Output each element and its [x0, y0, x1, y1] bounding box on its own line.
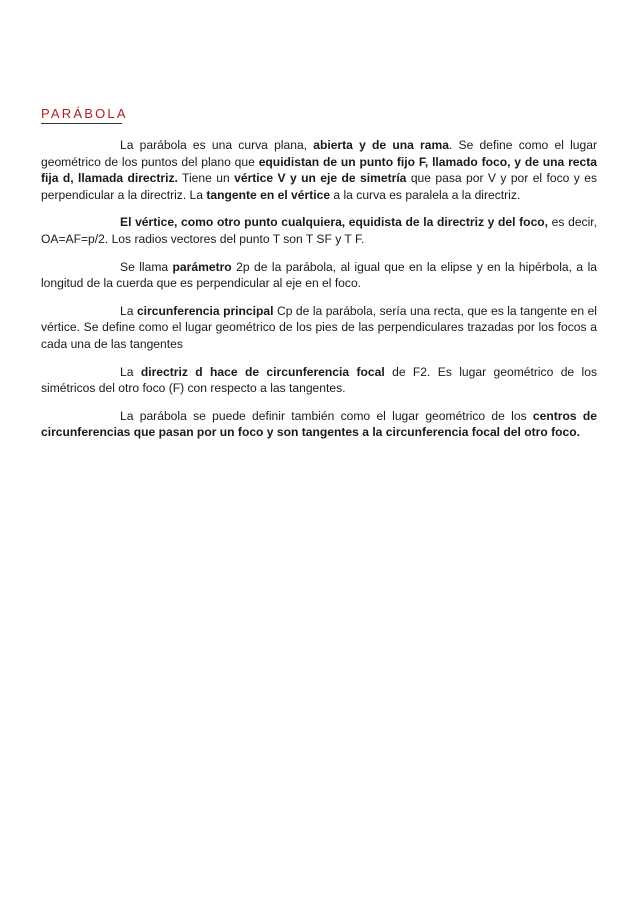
- bold-text: tangente en el vértice: [206, 187, 331, 202]
- bold-text: abierta y de una rama: [313, 138, 449, 152]
- bold-text: parámetro: [172, 259, 232, 274]
- text-run: que pasa por V y por el foco y es perpendicular a la directriz. La: [41, 171, 598, 202]
- document-body: [41, 137, 597, 452]
- text-run: La parábola es una curva plana,: [120, 138, 314, 152]
- text-run: Cp de la parábola, sería una recta, que es la tangente en el vértice. Se define como el lugar geométrico de los pies de las perpendiculares trazadas por los focos a cada una de las tangentes: [41, 303, 597, 351]
- paragraph: [41, 214, 597, 247]
- bold-text: centros de circunferencias que pasan por un foco y son tangentes a la circunferencia focal del otro foco.: [41, 408, 597, 440]
- paragraph: [41, 259, 597, 292]
- text-run: Tiene un: [177, 171, 235, 186]
- text-run: 2p de la parábola, al igual que en la elipse y en la hipérbola, a la longitud de la cuerda que es perpendicular al eje en el foco.: [41, 259, 597, 291]
- bold-text: vértice V y un eje de simetría: [234, 171, 407, 186]
- text-run: La: [120, 303, 137, 318]
- text-run: La parábola se puede definir también como el lugar geométrico de los: [120, 408, 533, 423]
- text-run: a la curva es paralela a la directriz.: [330, 187, 521, 202]
- bold-text: circunferencia principal: [136, 303, 274, 318]
- paragraph: [41, 137, 597, 203]
- paragraph: [41, 408, 597, 441]
- page-title: PARÁBOLA: [41, 106, 128, 121]
- bold-text: equidistan de un punto fijo F, llamado foco, y de una recta fija d, llamada directriz.: [41, 154, 597, 186]
- text-run: . Se define como el lugar geométrico de los puntos del plano que: [41, 138, 597, 169]
- paragraph: [41, 303, 597, 353]
- paragraph: [41, 364, 597, 397]
- text-run: de F2. Es lugar geométrico de los simétricos del otro foco (F) con respecto a las tangentes.: [41, 364, 597, 396]
- text-run: Se llama: [120, 259, 173, 274]
- title-underline: [41, 123, 122, 124]
- text-run: La: [120, 364, 141, 379]
- bold-text: directriz d hace de circunferencia focal: [140, 364, 385, 379]
- text-run: es decir, OA=AF=p/2. Los radios vectores del punto T son T SF y T F.: [41, 215, 597, 246]
- bold-text: El vértice, como otro punto cualquiera, equidista de la directriz y del foco,: [120, 215, 549, 230]
